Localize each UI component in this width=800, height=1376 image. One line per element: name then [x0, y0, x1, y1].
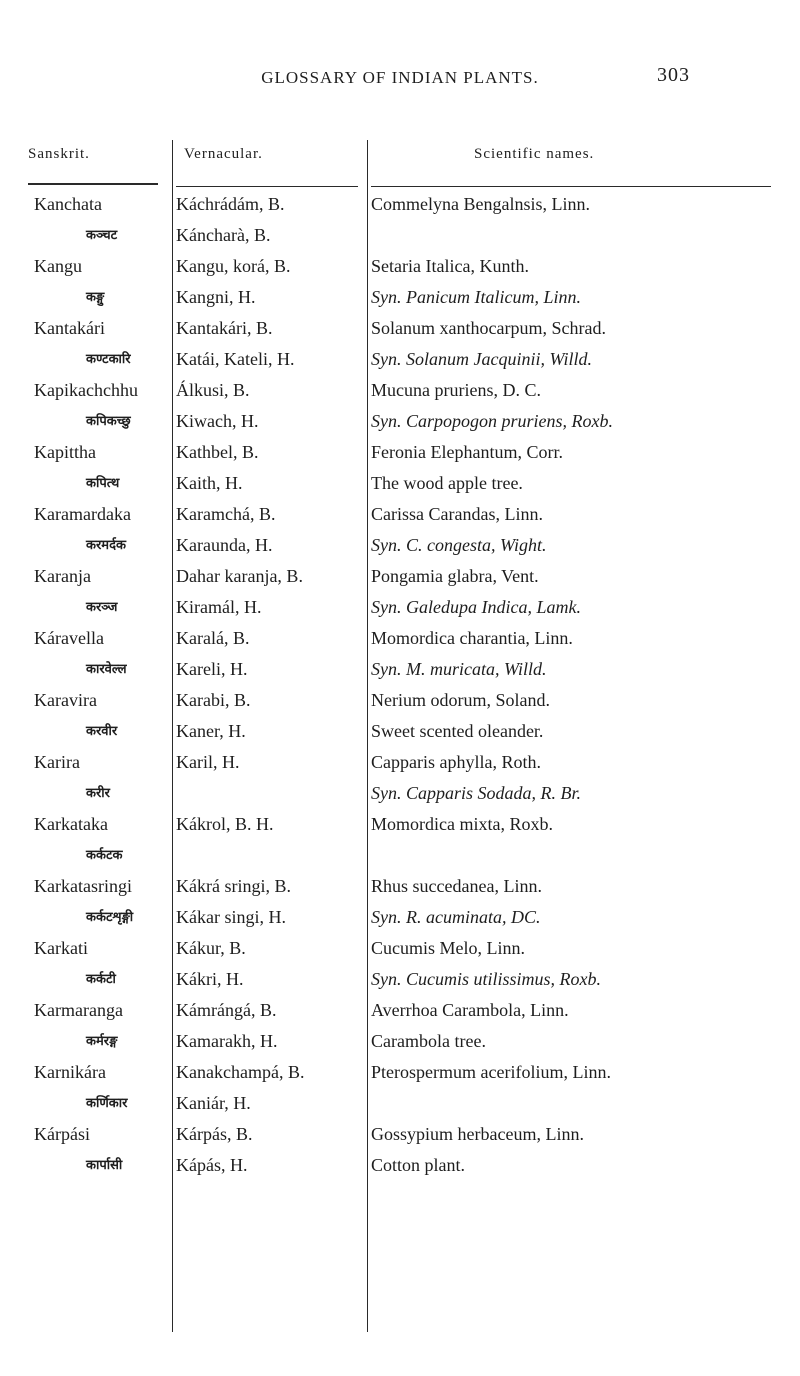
table-row — [0, 902, 800, 933]
column-header-sanskrit: Sanskrit. — [28, 146, 90, 162]
vernacular-name: Álkusi, B. — [176, 380, 250, 400]
vernacular-name: Kangu, korá, B. — [176, 256, 291, 276]
vernacular-name: Kamarakh, H. — [176, 1031, 278, 1051]
vernacular-name: Káchrádám, B. — [176, 194, 285, 214]
scientific-name: Syn. Galedupa Indica, Lamk. — [371, 597, 581, 617]
sanskrit-devanagari: करवीर — [86, 724, 118, 739]
sanskrit-devanagari: कर्कटशृङ्गी — [86, 910, 134, 925]
sanskrit-name: Kárpási — [34, 1124, 90, 1144]
sanskrit-devanagari: कारवेल्ल — [86, 662, 127, 677]
sanskrit-name: Karkataka — [34, 814, 108, 834]
scientific-name: Feronia Elephantum, Corr. — [371, 442, 563, 462]
sanskrit-name: Kapikachchhu — [34, 380, 138, 400]
glossary-table — [0, 189, 800, 1181]
sanskrit-name: Karamardaka — [34, 504, 131, 524]
table-row — [0, 716, 800, 747]
table-row — [0, 375, 800, 406]
table-row — [0, 747, 800, 778]
table-row — [0, 1150, 800, 1181]
sanskrit-name: Karavira — [34, 690, 97, 710]
vernacular-name: Kárpás, B. — [176, 1124, 253, 1144]
table-row — [0, 685, 800, 716]
column-header-scientific: Scientific names. — [474, 146, 595, 162]
table-row — [0, 282, 800, 313]
column-header-vernacular: Vernacular. — [184, 146, 263, 162]
scientific-name: Cucumis Melo, Linn. — [371, 938, 525, 958]
sanskrit-devanagari: कर्कटी — [86, 972, 116, 987]
table-row — [0, 1057, 800, 1088]
vernacular-name: Kámrángá, B. — [176, 1000, 277, 1020]
sanskrit-devanagari: कर्णिकार — [86, 1096, 128, 1111]
scientific-name: Mucuna pruriens, D. C. — [371, 380, 541, 400]
sanskrit-devanagari: कञ्चट — [86, 228, 118, 243]
scientific-name: Syn. Panicum Italicum, Linn. — [371, 287, 581, 307]
vernacular-name: Karalá, B. — [176, 628, 250, 648]
vernacular-name: Kákrol, B. H. — [176, 814, 274, 834]
scientific-name: Setaria Italica, Kunth. — [371, 256, 529, 276]
vernacular-name: Kaniár, H. — [176, 1093, 251, 1113]
sanskrit-devanagari: कर्मरङ्ग — [86, 1034, 118, 1049]
vernacular-name: Karaunda, H. — [176, 535, 273, 555]
table-row — [0, 933, 800, 964]
sanskrit-name: Karnikára — [34, 1062, 106, 1082]
scientific-name: Cotton plant. — [371, 1155, 465, 1175]
table-row — [0, 964, 800, 995]
vernacular-name: Kápás, H. — [176, 1155, 248, 1175]
vernacular-name: Karamchá, B. — [176, 504, 276, 524]
scientific-name: Gossypium herbaceum, Linn. — [371, 1124, 584, 1144]
sanskrit-name: Kanchata — [34, 194, 102, 214]
scientific-name: Averrhoa Carambola, Linn. — [371, 1000, 569, 1020]
table-row — [0, 840, 800, 871]
vernacular-name: Karil, H. — [176, 752, 240, 772]
header-underline — [28, 183, 158, 185]
scientific-name: Carambola tree. — [371, 1031, 486, 1051]
table-row — [0, 809, 800, 840]
sanskrit-name: Kapittha — [34, 442, 96, 462]
scientific-name: Nerium odorum, Soland. — [371, 690, 550, 710]
vernacular-name: Kanakchampá, B. — [176, 1062, 305, 1082]
scientific-name: Syn. Carpopogon pruriens, Roxb. — [371, 411, 613, 431]
table-row — [0, 871, 800, 902]
sanskrit-name: Karkatasringi — [34, 876, 132, 896]
vernacular-name: Kákrá sringi, B. — [176, 876, 291, 896]
page-number: 303 — [657, 64, 690, 86]
scientific-name: Syn. Solanum Jacquinii, Willd. — [371, 349, 592, 369]
table-row — [0, 623, 800, 654]
table-row — [0, 561, 800, 592]
scientific-name: Syn. R. acuminata, DC. — [371, 907, 541, 927]
table-row — [0, 437, 800, 468]
sanskrit-devanagari: कपिकच्छु — [86, 414, 131, 429]
table-row — [0, 592, 800, 623]
sanskrit-name: Karkati — [34, 938, 88, 958]
sanskrit-devanagari: करञ्ज — [86, 600, 118, 615]
scientific-name: Commelyna Bengalnsis, Linn. — [371, 194, 590, 214]
vernacular-name: Kákri, H. — [176, 969, 244, 989]
scientific-name: Momordica charantia, Linn. — [371, 628, 573, 648]
sanskrit-devanagari: कण्टकारि — [86, 352, 131, 367]
scientific-name: Capparis aphylla, Roth. — [371, 752, 541, 772]
scientific-name: Pterospermum acerifolium, Linn. — [371, 1062, 611, 1082]
scientific-name: Sweet scented oleander. — [371, 721, 544, 741]
vernacular-name: Kiramál, H. — [176, 597, 262, 617]
vernacular-name: Kiwach, H. — [176, 411, 259, 431]
sanskrit-devanagari: कङ्गु — [86, 290, 105, 305]
sanskrit-name: Káravella — [34, 628, 104, 648]
sanskrit-devanagari: करमर्दक — [86, 538, 126, 553]
vernacular-name: Kathbel, B. — [176, 442, 259, 462]
table-row — [0, 1088, 800, 1119]
scientific-name: Solanum xanthocarpum, Schrad. — [371, 318, 606, 338]
scientific-name: Syn. Cucumis utilissimus, Roxb. — [371, 969, 601, 989]
sanskrit-name: Kantakári — [34, 318, 105, 338]
scientific-name: Momordica mixta, Roxb. — [371, 814, 553, 834]
table-row — [0, 499, 800, 530]
scientific-name: The wood apple tree. — [371, 473, 523, 493]
table-row — [0, 251, 800, 282]
sanskrit-devanagari: कार्पासी — [86, 1158, 123, 1173]
scientific-name: Syn. Capparis Sodada, R. Br. — [371, 783, 582, 803]
vernacular-name: Kákar singi, H. — [176, 907, 286, 927]
vernacular-name: Kaner, H. — [176, 721, 246, 741]
table-row — [0, 778, 800, 809]
table-row — [0, 1026, 800, 1057]
vernacular-name: Kareli, H. — [176, 659, 248, 679]
header-underline — [371, 186, 771, 187]
sanskrit-devanagari: करीर — [86, 786, 110, 801]
scientific-name: Syn. M. muricata, Willd. — [371, 659, 547, 679]
header-underline — [176, 186, 358, 187]
table-row — [0, 313, 800, 344]
table-row — [0, 406, 800, 437]
running-title: GLOSSARY OF INDIAN PLANTS. — [261, 68, 539, 87]
table-row — [0, 654, 800, 685]
scientific-name: Pongamia glabra, Vent. — [371, 566, 539, 586]
sanskrit-name: Karira — [34, 752, 80, 772]
sanskrit-name: Karanja — [34, 566, 91, 586]
vernacular-name: Karabi, B. — [176, 690, 251, 710]
table-row — [0, 344, 800, 375]
table-row — [0, 530, 800, 561]
scientific-name: Carissa Carandas, Linn. — [371, 504, 543, 524]
table-row — [0, 1119, 800, 1150]
table-row — [0, 468, 800, 499]
vernacular-name: Kantakári, B. — [176, 318, 273, 338]
vernacular-name: Káncharà, B. — [176, 225, 271, 245]
vernacular-name: Dahar karanja, B. — [176, 566, 303, 586]
vernacular-name: Kaith, H. — [176, 473, 243, 493]
sanskrit-devanagari: कपित्थ — [86, 476, 120, 491]
sanskrit-devanagari: कर्कटक — [86, 848, 123, 863]
table-row — [0, 189, 800, 220]
scientific-name: Syn. C. congesta, Wight. — [371, 535, 547, 555]
scientific-name: Rhus succedanea, Linn. — [371, 876, 542, 896]
vernacular-name: Katái, Kateli, H. — [176, 349, 295, 369]
table-row — [0, 220, 800, 251]
sanskrit-name: Kangu — [34, 256, 82, 276]
sanskrit-name: Karmaranga — [34, 1000, 123, 1020]
vernacular-name: Kákur, B. — [176, 938, 246, 958]
table-row — [0, 995, 800, 1026]
vernacular-name: Kangni, H. — [176, 287, 256, 307]
